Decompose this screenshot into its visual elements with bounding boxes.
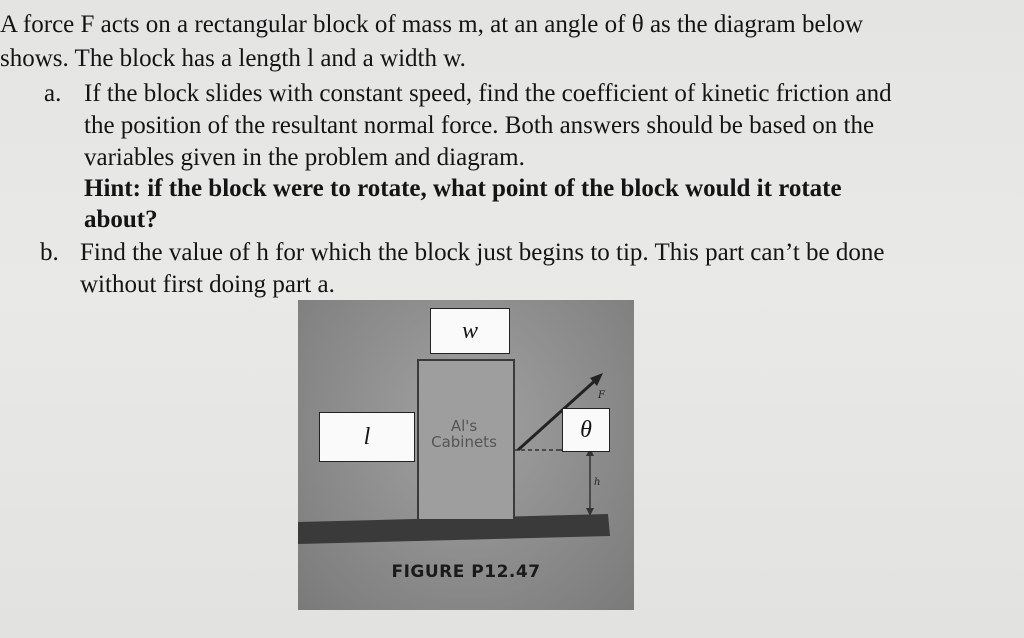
part-b-label: b. [40, 239, 59, 266]
force-label: F [598, 390, 605, 401]
intro-line-2: shows. The block has a length l and a width w. [0, 45, 466, 72]
hint-line-2: about? [84, 206, 158, 233]
part-b-text-1: Find the value of h for which the block just begins to tip. This part can’t be done [80, 239, 885, 266]
annotation-w-box: w [430, 308, 510, 354]
figure-caption: FIGURE P12.47 [391, 562, 541, 582]
height-label: h [594, 477, 601, 488]
cabinet-label [420, 418, 508, 450]
part-a-line-1 [44, 79, 892, 109]
part-a-line-3: variables given in the problem and diagram. [84, 144, 525, 171]
part-a-line-2: the position of the resultant normal force. Both answers should be based on the [84, 112, 875, 139]
part-b-line-2: without first doing part a. [80, 271, 335, 298]
cabinet-label-line-2: Cabinets [431, 433, 497, 451]
annotation-l-box: l [319, 412, 415, 462]
part-a-text-1: If the block slides with constant speed, find the coefficient of kinetic friction and [84, 80, 892, 107]
intro-line-1: A force F acts on a rectangular block of mass m, at an angle of θ as the diagram below [0, 11, 864, 38]
hint-line-1: Hint: if the block were to rotate, what point of the block would it rotate [84, 175, 842, 202]
part-b-line-1 [40, 238, 884, 268]
cabinet-label-line-1: Al's [450, 417, 478, 435]
part-a-label: a. [44, 80, 62, 107]
annotation-theta-box: θ [562, 408, 610, 452]
